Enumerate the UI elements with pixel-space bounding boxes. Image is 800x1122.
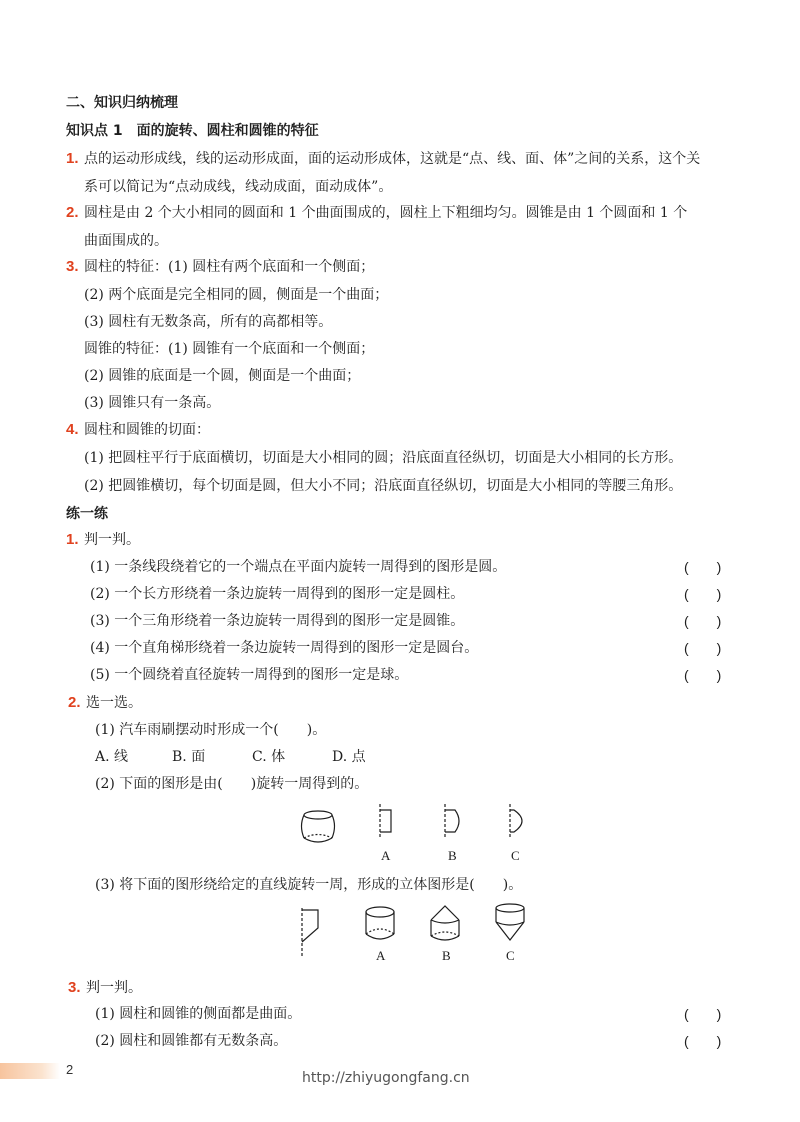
- q3-title: 判一判。: [86, 980, 142, 996]
- point-3-line: 圆柱的特征：(1) 圆柱有两个底面和一个侧面；: [84, 259, 375, 275]
- point-4-line: (1) 把圆柱平行于底面横切，切面是大小相同的圆；沿底面直径纵切，切面是大小相同的长方形。: [84, 450, 683, 466]
- q2-sub3: (3) 将下面的图形绕给定的直线旋转一周，形成的立体图形是( )。: [95, 877, 523, 893]
- answer-blank[interactable]: ( ): [684, 1033, 722, 1049]
- figure-label-a: A: [376, 948, 386, 963]
- point-1-number: 1.: [66, 150, 79, 167]
- figure-label-b: B: [442, 948, 451, 963]
- answer-blank[interactable]: ( ): [684, 586, 722, 602]
- cone-on-cylinder-figure: [431, 906, 459, 940]
- q3-number: 3.: [68, 979, 81, 996]
- point-2-number: 2.: [66, 204, 79, 221]
- given-shape-with-axis: [302, 908, 318, 958]
- point-4-number: 4.: [66, 421, 79, 438]
- point-3-line: (3) 圆柱有无数条高，所有的高都相等。: [84, 314, 333, 330]
- q2-number: 2.: [68, 694, 81, 711]
- point-3-line: (3) 圆锥只有一条高。: [84, 395, 221, 411]
- cylinder-on-cone-figure: [496, 904, 524, 940]
- q2-sub1: (1) 汽车雨刷摆动时形成一个( )。: [95, 722, 327, 738]
- section-title: 二、知识归纳梳理: [66, 95, 178, 111]
- answer-blank[interactable]: ( ): [684, 613, 722, 629]
- point-3-number: 3.: [66, 258, 79, 275]
- q2-option-b[interactable]: B. 面: [172, 749, 206, 765]
- q2-option-d[interactable]: D. 点: [332, 749, 366, 765]
- point-1-line2: 系可以简记为“点动成线，线动成面，面动成体”。: [84, 179, 393, 195]
- cylinder-figure: [366, 907, 394, 939]
- q2-option-c[interactable]: C. 体: [252, 749, 286, 765]
- point-3-line: 圆锥的特征：(1) 圆锥有一个底面和一个侧面；: [84, 341, 375, 357]
- source-url: http://zhiyugongfang.cn: [302, 1070, 470, 1086]
- point-1-line1: 点的运动形成线，线的运动形成面，面的运动形成体，这就是“点、线、面、体”之间的关系，这个关: [84, 151, 701, 167]
- rotation-figures-sub3: [290, 900, 540, 962]
- answer-blank[interactable]: ( ): [684, 1006, 722, 1022]
- answer-blank[interactable]: ( ): [684, 640, 722, 656]
- q2-option-a[interactable]: A. 线: [95, 749, 129, 765]
- option-a-shape: [380, 804, 391, 838]
- figure-label-c: C: [506, 948, 515, 963]
- page-number: 2: [66, 1062, 74, 1077]
- knowledge-point-title: 知识点 1 面的旋转、圆柱和圆锥的特征: [66, 123, 319, 139]
- q1-item: (5) 一个圆绕着直径旋转一周得到的图形一定是球。: [90, 667, 409, 683]
- q1-item: (2) 一个长方形绕着一条边旋转一周得到的图形一定是圆柱。: [90, 586, 465, 602]
- point-3-line: (2) 两个底面是完全相同的圆，侧面是一个曲面；: [84, 287, 389, 303]
- option-c-shape: [510, 804, 522, 838]
- q3-item: (1) 圆柱和圆锥的侧面都是曲面。: [95, 1006, 302, 1022]
- point-4-line: 圆柱和圆锥的切面：: [84, 422, 210, 438]
- point-3-line: (2) 圆锥的底面是一个圆，侧面是一个曲面；: [84, 368, 361, 384]
- q1-number: 1.: [66, 531, 79, 548]
- q2-title: 选一选。: [86, 695, 142, 711]
- q3-item: (2) 圆柱和圆锥都有无数条高。: [95, 1033, 288, 1049]
- figure-label-b: B: [448, 848, 457, 863]
- q2-sub2: (2) 下面的图形是由( )旋转一周得到的。: [95, 776, 369, 792]
- figure-label-a: A: [381, 848, 391, 863]
- page-number-bar: [0, 1063, 60, 1079]
- point-2-line1: 圆柱是由 2 个大小相同的圆面和 1 个曲面围成的，圆柱上下粗细均匀。圆锥是由 1 个圆面和 1 个: [84, 205, 688, 221]
- barrel-solid-figure: [302, 811, 335, 842]
- q1-title: 判一判。: [84, 532, 140, 548]
- option-b-shape: [445, 804, 459, 838]
- answer-blank[interactable]: ( ): [684, 667, 722, 683]
- q1-item: (4) 一个直角梯形绕着一条边旋转一周得到的图形一定是圆台。: [90, 640, 479, 656]
- q1-item: (3) 一个三角形绕着一条边旋转一周得到的图形一定是圆锥。: [90, 613, 465, 629]
- q1-item: (1) 一条线段绕着它的一个端点在平面内旋转一周得到的图形是圆。: [90, 559, 507, 575]
- point-4-line: (2) 把圆锥横切，每个切面是圆，但大小不同；沿底面直径纵切，切面是大小相同的等腰三角形。: [84, 478, 683, 494]
- answer-blank[interactable]: ( ): [684, 559, 722, 575]
- point-2-line2: 曲面围成的。: [84, 233, 168, 249]
- practice-title: 练一练: [66, 506, 108, 522]
- figure-label-c: C: [511, 848, 520, 863]
